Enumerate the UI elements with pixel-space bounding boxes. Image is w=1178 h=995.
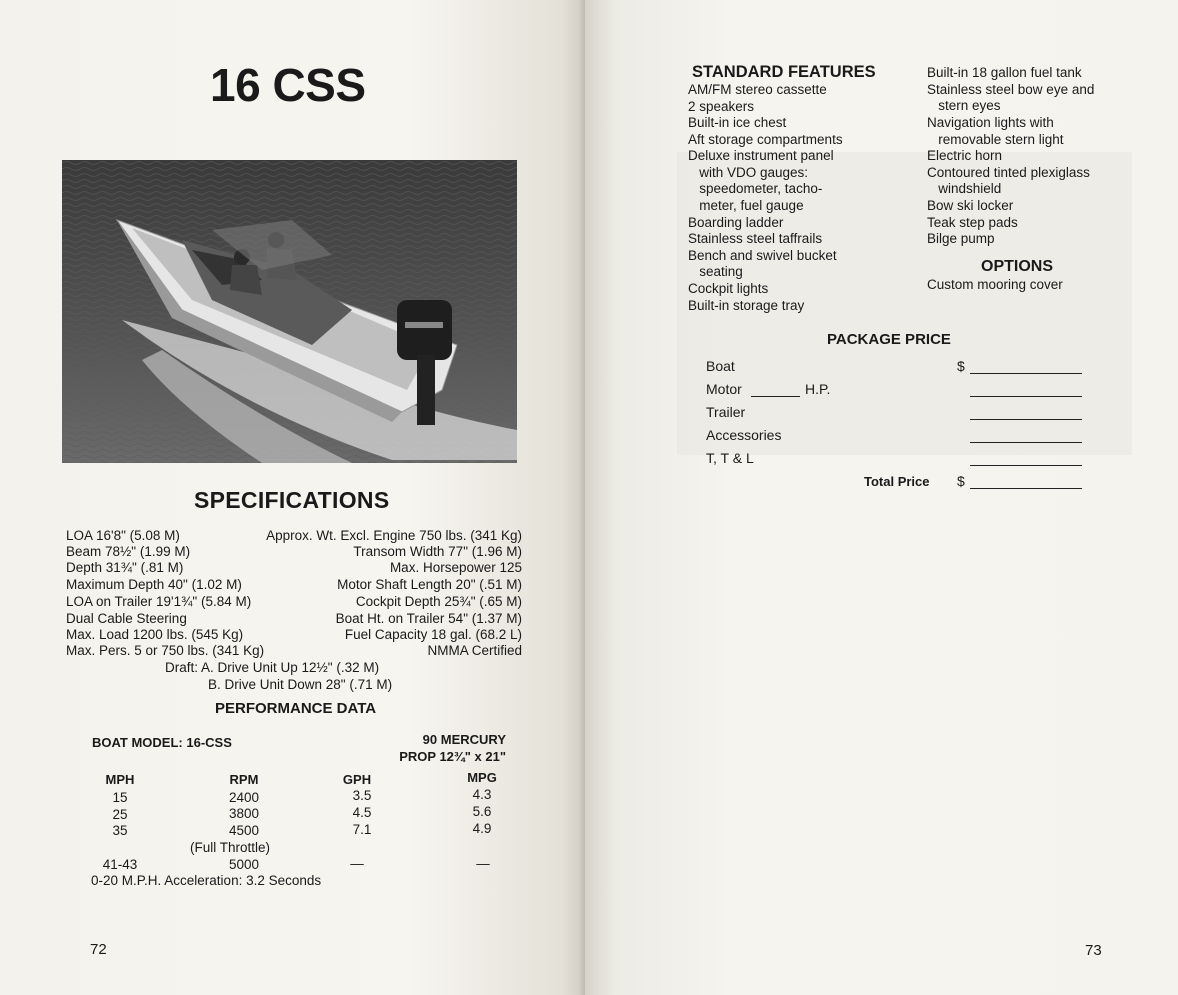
feature-item: meter, fuel gauge [688, 198, 804, 213]
draft-b: B. Drive Unit Down 28" (.71 M) [208, 677, 393, 692]
feature-item: Deluxe instrument panel [688, 148, 834, 163]
feature-item: AM/FM stereo cassette [688, 82, 827, 97]
perf-cell: 3.5 [352, 788, 372, 803]
spec-right: NMMA Certified [427, 643, 522, 658]
left-page [0, 0, 585, 995]
feature-item: stern eyes [927, 98, 1001, 113]
total-price-label: Total Price [864, 474, 930, 489]
feature-item: Bench and swivel bucket [688, 248, 837, 263]
price-blank-line [970, 419, 1082, 420]
dollar-sign: $ [957, 358, 965, 374]
perf-cell: 2400 [228, 790, 260, 805]
perf-cell: 35 [112, 823, 128, 838]
feature-item: Boarding ladder [688, 215, 784, 230]
spec-row [66, 611, 522, 627]
spec-left: Maximum Depth 40" (1.02 M) [66, 577, 242, 592]
feature-item: Bow ski locker [927, 198, 1014, 213]
feature-item: Built-in storage tray [688, 298, 805, 313]
perf-cell: 5000 [228, 857, 260, 872]
spec-left: LOA 16'8" (5.08 M) [66, 528, 180, 543]
perf-cell: 5.6 [472, 804, 492, 819]
feature-item: seating [688, 264, 743, 279]
options-heading: OPTIONS [981, 258, 1054, 275]
price-blank-line [970, 442, 1082, 443]
spec-right: Transom Width 77" (1.96 M) [353, 544, 522, 559]
spec-left: LOA on Trailer 19'1¾" (5.84 M) [66, 594, 252, 609]
package-item-label: Accessories [706, 427, 782, 443]
spec-right: Fuel Capacity 18 gal. (68.2 L) [344, 627, 522, 642]
spec-right: Motor Shaft Length 20" (.51 M) [337, 577, 522, 592]
spec-row [66, 627, 522, 643]
option-item: Custom mooring cover [927, 277, 1063, 292]
spec-left: Depth 31¾" (.81 M) [66, 560, 184, 575]
perf-cell: — [350, 856, 364, 871]
perf-cell: 4.3 [472, 787, 492, 802]
feature-item: Navigation lights with [927, 115, 1054, 130]
perf-cell: 4500 [228, 823, 260, 838]
dollar-sign: $ [957, 473, 965, 489]
perf-header: GPH [342, 772, 372, 787]
spec-right: Approx. Wt. Excl. Engine 750 lbs. (341 Kg) [266, 528, 522, 543]
package-price-heading: PACKAGE PRICE [827, 331, 951, 348]
spec-row [66, 594, 522, 610]
package-item-label: Trailer [706, 404, 746, 420]
spec-left: Max. Pers. 5 or 750 lbs. (341 Kg) [66, 643, 265, 658]
spec-right: Boat Ht. on Trailer 54" (1.37 M) [335, 611, 522, 626]
spec-row [66, 643, 522, 659]
perf-cell: 25 [112, 807, 128, 822]
full-throttle-note: (Full Throttle) [190, 840, 271, 855]
feature-item: Stainless steel bow eye and [927, 82, 1095, 97]
feature-item: windshield [927, 181, 1002, 196]
specifications-heading: SPECIFICATIONS [194, 487, 390, 513]
feature-item: Teak step pads [927, 215, 1018, 230]
perf-cell: 4.5 [352, 805, 372, 820]
boat-photo [62, 160, 517, 463]
perf-cell: 3800 [228, 806, 260, 821]
price-blank-line [970, 488, 1082, 489]
perf-cell: 41-43 [102, 857, 138, 872]
perf-cell: — [476, 856, 490, 871]
spec-left: Dual Cable Steering [66, 611, 187, 626]
feature-item: Electric horn [927, 148, 1003, 163]
spec-row [66, 577, 522, 593]
spec-right: Max. Horsepower 125 [389, 560, 522, 575]
feature-item: Stainless steel taffrails [688, 231, 823, 246]
perf-cell: 7.1 [352, 822, 372, 837]
price-blank-line [970, 373, 1082, 374]
engine-line: 90 MERCURY [422, 732, 506, 747]
feature-item: Built-in 18 gallon fuel tank [927, 65, 1082, 80]
perf-cell: 15 [112, 790, 128, 805]
feature-item: Cockpit lights [688, 281, 769, 296]
package-item-label: T, T & L [706, 450, 754, 466]
prop-line: PROP 12¾" x 21" [399, 749, 506, 764]
perf-header: MPH [105, 772, 135, 787]
performance-heading: PERFORMANCE DATA [215, 700, 377, 717]
engine-block [386, 731, 506, 765]
spec-left: Max. Load 1200 lbs. (545 Kg) [66, 627, 244, 642]
feature-item: removable stern light [927, 132, 1064, 147]
right-page [585, 0, 1178, 995]
hp-blank-line [751, 396, 800, 397]
spec-row [66, 560, 522, 576]
perf-header: RPM [229, 772, 259, 787]
feature-item: with VDO gauges: [688, 165, 809, 180]
hp-label: H.P. [805, 381, 831, 397]
perf-cell: 4.9 [472, 821, 492, 836]
boat-photo-image [62, 160, 517, 463]
model-title: 16 CSS [210, 59, 366, 111]
spec-left: Beam 78½" (1.99 M) [66, 544, 191, 559]
feature-item: 2 speakers [688, 99, 755, 114]
draft-a: Draft: A. Drive Unit Up 12½" (.32 M) [165, 660, 380, 675]
feature-item: Built-in ice chest [688, 115, 787, 130]
page-number-right: 73 [1085, 942, 1102, 959]
page-number-left: 72 [90, 941, 107, 958]
acceleration-note: 0-20 M.P.H. Acceleration: 3.2 Seconds [91, 873, 322, 888]
feature-item: Contoured tinted plexiglass [927, 165, 1090, 180]
standard-features-heading: STANDARD FEATURES [692, 63, 876, 81]
feature-item: Bilge pump [927, 231, 995, 246]
spec-right: Cockpit Depth 25¾" (.65 M) [355, 594, 522, 609]
price-blank-line [970, 396, 1082, 397]
boat-model-label: BOAT MODEL: 16-CSS [92, 735, 232, 750]
price-blank-line [970, 465, 1082, 466]
package-item-label: Boat [706, 358, 735, 374]
spec-row [66, 544, 522, 560]
package-item-label: Motor [706, 381, 742, 397]
feature-item: speedometer, tacho- [688, 181, 823, 196]
perf-header: MPG [467, 770, 497, 785]
spec-row [66, 528, 522, 544]
feature-item: Aft storage compartments [688, 132, 843, 147]
